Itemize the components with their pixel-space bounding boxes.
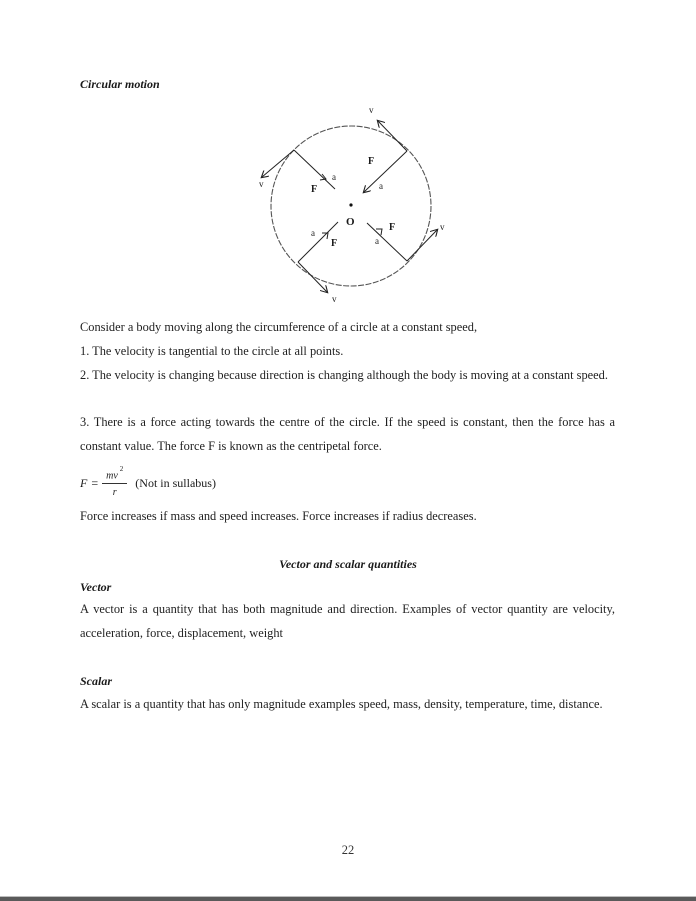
circular-motion-diagram xyxy=(240,100,460,310)
body-bottom-left xyxy=(298,222,338,304)
velocity-arrow xyxy=(407,230,437,261)
point-3: 3. There is a force acting towards the centre of the circle. If the speed is constant, then the force has a constant value. The force F is known as the centripetal force. xyxy=(80,415,615,453)
numerator-text: mv xyxy=(106,470,118,482)
vector-heading: Vector xyxy=(80,580,112,594)
acceleration-label: a xyxy=(332,172,336,182)
force-label: F xyxy=(311,184,318,195)
scalar-definition: A scalar is a quantity that has only magnitude examples speed, mass, density, temperature, time, distance. xyxy=(80,697,603,711)
point-2: 2. The velocity is changing because direction is changing although the body is moving at a constant speed. xyxy=(80,368,608,382)
bottom-edge-bar xyxy=(0,896,696,901)
scalar-heading: Scalar xyxy=(80,674,113,688)
formula-denominator: r xyxy=(112,487,117,499)
velocity-label: v xyxy=(259,179,264,189)
acceleration-label: a xyxy=(379,181,383,191)
body-top-left xyxy=(259,150,336,195)
section-title-vector-scalar: Vector and scalar quantities xyxy=(279,557,417,571)
force-label: F xyxy=(389,222,396,233)
page-number: 22 xyxy=(341,843,355,857)
formula-exponent: 2 xyxy=(119,464,124,473)
velocity-label: v xyxy=(369,105,374,115)
acceleration-label: a xyxy=(311,228,315,238)
acceleration-label: a xyxy=(375,236,379,246)
velocity-arrow xyxy=(262,150,294,177)
formula-note: (Not in sullabus) xyxy=(135,475,216,490)
body-bottom-right xyxy=(367,222,445,261)
velocity-arrow xyxy=(378,121,407,151)
velocity-arrow xyxy=(298,262,327,292)
point-1: 1. The velocity is tangential to the circle at all points. xyxy=(80,344,344,358)
body-top-right xyxy=(364,105,407,192)
center-point xyxy=(349,203,352,206)
centripetal-force-formula xyxy=(80,463,216,503)
section-title-circular-motion: Circular motion xyxy=(80,77,160,91)
formula-fraction xyxy=(102,464,127,499)
vector-definition: A vector is a quantity that has both magnitude and direction. Examples of vector quantity are velocity, acceleration, force, displacement, weight xyxy=(80,602,615,640)
acceleration-arrow xyxy=(322,233,328,239)
formula-lhs: F xyxy=(80,475,88,490)
force-label: F xyxy=(331,238,338,249)
intro-paragraph: Consider a body moving along the circumference of a circle at a constant speed, xyxy=(80,320,478,334)
center-label: O xyxy=(346,216,355,228)
formula-equals: = xyxy=(91,475,99,490)
formula-numerator xyxy=(102,464,127,484)
force-relation-paragraph: Force increases if mass and speed increases. Force increases if radius decreases. xyxy=(80,509,477,523)
velocity-label: v xyxy=(440,222,445,232)
velocity-label: v xyxy=(332,294,337,304)
force-label: F xyxy=(368,156,375,167)
force-line xyxy=(367,223,407,261)
